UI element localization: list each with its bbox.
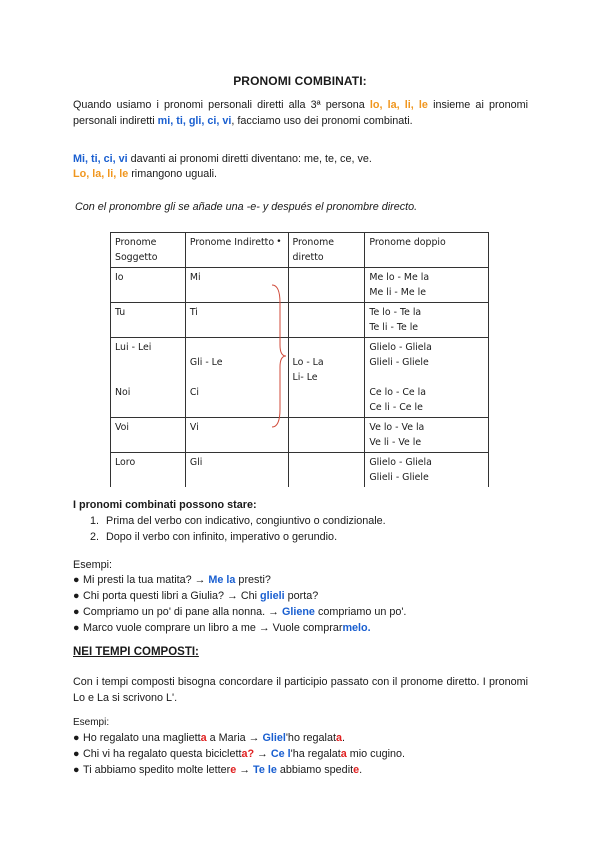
cell-indiretto: Ti: [185, 303, 288, 338]
example-highlight: Te le: [253, 764, 277, 776]
doppio-line-1: Ve lo - Ve la: [369, 422, 425, 433]
doppio-line-2: Me li - Me le: [369, 287, 426, 298]
examples2-label: Esempi:: [73, 717, 110, 728]
bullet-icon: ●: [73, 606, 80, 618]
list-text: Dopo il verbo con infinito, imperativo o gerundio.: [106, 531, 338, 543]
list-item: [90, 529, 386, 545]
cell-indiretto: Gli: [185, 453, 288, 488]
intro-direct-pronouns: lo, la, li, le: [369, 99, 428, 111]
cell-doppio: [365, 303, 489, 338]
cell-doppio: [365, 453, 489, 488]
header-indiretto-label: Pronome Indiretto: [189, 237, 275, 248]
list-item: [90, 513, 386, 529]
table-row: [111, 453, 489, 488]
example-highlight: Me la: [208, 574, 236, 586]
doppio-line-2: Glieli - Gliele: [369, 357, 429, 368]
header-marker: •: [276, 237, 282, 247]
example-red: a: [340, 748, 347, 760]
rule1-pronouns: Mi, ti, ci, vi: [73, 153, 128, 165]
cell-diretto: [288, 268, 365, 303]
examples-list: [73, 572, 406, 636]
example-highlight: Gliene: [281, 606, 315, 618]
cell-soggetto: [111, 338, 186, 418]
compound-paragraph: Con i tempi composti bisogna concordare il participio passato con il pronome diretto. I pronomi Lo e La si scrivono L'.: [73, 676, 528, 704]
rule2-pronouns: Lo, la, li, le: [73, 168, 129, 180]
example-text: mio cugino.: [346, 748, 405, 760]
table-row: [111, 303, 489, 338]
rule-line-1: [73, 151, 372, 167]
list-number: 1.: [90, 515, 100, 527]
example-text: 'ha regalat: [290, 748, 341, 760]
table-header-row: [111, 233, 489, 268]
list-item: [73, 746, 405, 762]
example-text: Marco vuole comprare un libro a me → Vuole comprar: [83, 622, 343, 634]
example-text: Mi presti la tua matita? →: [83, 574, 209, 586]
intro-indirect-pronouns: mi, ti, gli, ci, vi: [157, 115, 232, 127]
indiretto-gli-le: Gli - Le: [189, 357, 223, 368]
bullet-icon: ●: [73, 590, 80, 602]
example-text: Ho regalato una magliett: [83, 732, 201, 744]
diretto-lo-la: Lo - La: [292, 357, 324, 368]
example-text: →: [254, 748, 271, 760]
example-text: .: [359, 764, 363, 776]
bullet-icon: ●: [73, 748, 80, 760]
intro-text-2: insieme ai pronomi personali indiretti: [73, 99, 528, 127]
pronouns-table: [110, 232, 489, 487]
doppio-line-2: Te li - Te le: [369, 322, 419, 333]
example-text: presti?: [235, 574, 271, 586]
example-red: e: [230, 764, 237, 776]
list-number: 2.: [90, 531, 100, 543]
intro-text-3: , facciamo uso dei pronomi combinati.: [231, 115, 413, 127]
examples2-list: [73, 730, 405, 778]
doppio-line-3: Ce lo - Ce la: [369, 387, 427, 398]
list-item: [73, 730, 405, 746]
doppio-line-2: Glieli - Gliele: [369, 472, 429, 483]
example-red: a: [335, 732, 342, 744]
compound-heading: NEI TEMPI COMPOSTI:: [73, 646, 199, 658]
example-text: Chi porta questi libri a Giulia? → Chi: [83, 590, 261, 602]
example-text: Ti abbiamo spedito molte letter: [83, 764, 231, 776]
cell-doppio: [365, 338, 489, 418]
example-highlight: melo.: [342, 622, 371, 634]
header-indiretto: [185, 233, 288, 268]
bullet-icon: ●: [73, 574, 80, 586]
table-row: [111, 268, 489, 303]
intro-paragraph: [73, 97, 528, 129]
doppio-line-1: Me lo - Me la: [369, 272, 430, 283]
list-item: [73, 762, 405, 778]
cell-soggetto: Loro: [111, 453, 186, 488]
example-text: .: [341, 732, 345, 744]
doppio-line-1: Glielo - Gliela: [369, 457, 432, 468]
bullet-icon: ●: [73, 622, 80, 634]
example-text: porta?: [284, 590, 319, 602]
example-highlight: Ce l: [270, 748, 291, 760]
example-text: compriamo un po'.: [314, 606, 407, 618]
cell-soggetto: Tu: [111, 303, 186, 338]
cell-indiretto: Vi: [185, 418, 288, 453]
cell-diretto: [288, 303, 365, 338]
header-doppio: Pronome doppio: [365, 233, 489, 268]
curly-brace-annotation: [270, 283, 288, 429]
example-red: e: [353, 764, 360, 776]
rule-line-2: [73, 166, 217, 182]
position-list: [90, 513, 386, 545]
example-text: Chi vi ha regalato questa biciclett: [83, 748, 242, 760]
cell-soggetto: Voi: [111, 418, 186, 453]
spanish-note: Con el pronombre gli se añade una -e- y después el pronombre directo.: [75, 201, 418, 213]
doppio-line-1: Glielo - Gliela: [369, 342, 432, 353]
header-soggetto: Pronome Soggetto: [111, 233, 186, 268]
diretto-li-le: Li- Le: [292, 372, 318, 383]
soggetto-lui-lei: Lui - Lei: [115, 342, 152, 353]
cell-soggetto: Io: [111, 268, 186, 303]
example-text: →: [236, 764, 254, 776]
doppio-line-1: Te lo - Te la: [369, 307, 422, 318]
list-item: [73, 588, 406, 604]
rule1-text: davanti ai pronomi diretti diventano: me, te, ce, ve.: [127, 153, 372, 165]
cell-indiretto: Mi: [185, 268, 288, 303]
examples-label: Esempi:: [73, 559, 113, 571]
doppio-line-2: Ve li - Ve le: [369, 437, 422, 448]
header-diretto: Pronome diretto: [288, 233, 365, 268]
bullet-icon: ●: [73, 732, 80, 744]
cell-diretto: [288, 338, 365, 418]
page-title: PRONOMI COMBINATI:: [233, 74, 367, 88]
cell-doppio: [365, 268, 489, 303]
cell-diretto: [288, 418, 365, 453]
bullet-icon: ●: [73, 764, 80, 776]
list-text: Prima del verbo con indicativo, congiuntivo o condizionale.: [106, 515, 386, 527]
list-item: [73, 604, 406, 620]
example-red: a?: [241, 748, 255, 760]
soggetto-noi: Noi: [115, 387, 131, 398]
intro-text-1: Quando usiamo i pronomi personali diretti alla 3ª persona: [73, 99, 370, 111]
example-text: abbiamo spedit: [276, 764, 354, 776]
list-item: [73, 572, 406, 588]
position-heading: I pronomi combinati possono stare:: [73, 499, 257, 511]
table-row: [111, 418, 489, 453]
example-text: a Maria →: [206, 732, 263, 744]
cell-diretto: [288, 453, 365, 488]
example-text: Compriamo un po' di pane alla nonna. →: [83, 606, 282, 618]
rule2-text: rimangono uguali.: [128, 168, 218, 180]
cell-doppio: [365, 418, 489, 453]
example-highlight: glieli: [260, 590, 285, 602]
example-highlight: Gliel: [262, 732, 286, 744]
indiretto-ci: Ci: [189, 387, 200, 398]
example-red: a: [200, 732, 207, 744]
list-item: [73, 620, 406, 636]
example-text: 'ho regalat: [285, 732, 336, 744]
doppio-line-4: Ce li - Ce le: [369, 402, 423, 413]
table-row: [111, 338, 489, 418]
